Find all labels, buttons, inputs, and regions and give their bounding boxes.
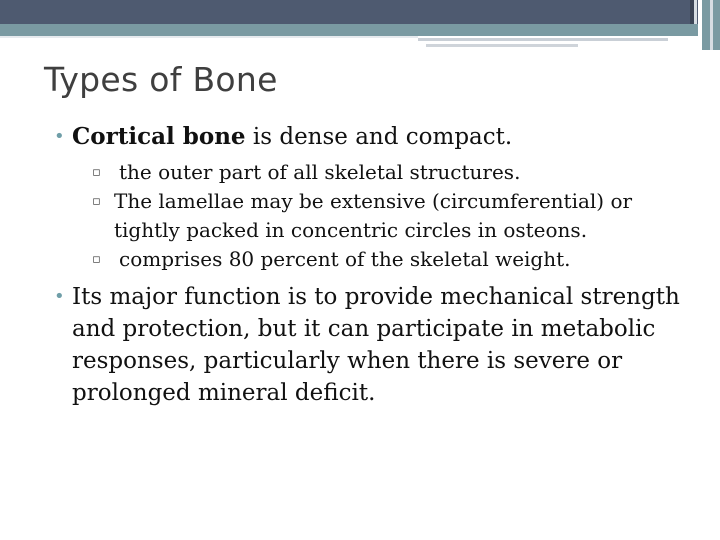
bullet-marker: •	[54, 126, 65, 147]
sub-bullet-marker: ▫	[92, 194, 101, 209]
header-accent-band	[0, 24, 698, 36]
sub-bullet-text: the outer part of all skeletal structures.	[119, 160, 521, 184]
bullet-item	[52, 121, 692, 153]
header-rule	[0, 36, 418, 38]
header-rule	[418, 38, 668, 41]
header-band	[0, 0, 698, 24]
bullet-text: Its major function is to provide mechanical strength and protection, but it can participate in metabolic responses, particularly when there is severe or prolonged mineral deficit.	[72, 284, 680, 406]
sub-bullet-marker: ▫	[92, 252, 101, 267]
bullet-text: is dense and compact.	[245, 124, 513, 150]
bullet-item	[52, 281, 692, 409]
header-stripe	[710, 0, 713, 50]
sub-bullet-text: The lamellae may be extensive (circumferential) or tightly packed in concentric circles in osteons.	[114, 189, 633, 242]
sub-bullet-item	[92, 158, 692, 187]
sub-bullet-text: comprises 80 percent of the skeletal weight.	[119, 247, 571, 271]
slide-body	[52, 121, 692, 409]
sub-list	[92, 158, 692, 274]
slide-title: Types of Bone	[44, 60, 278, 99]
header-rule	[426, 44, 578, 47]
bullet-bold-term: Cortical bone	[72, 123, 246, 150]
sub-bullet-marker: ▫	[92, 165, 101, 180]
header-stripe	[694, 0, 697, 24]
sub-bullet-item	[92, 245, 692, 274]
sub-bullet-item	[92, 187, 692, 245]
bullet-marker: •	[54, 286, 65, 307]
